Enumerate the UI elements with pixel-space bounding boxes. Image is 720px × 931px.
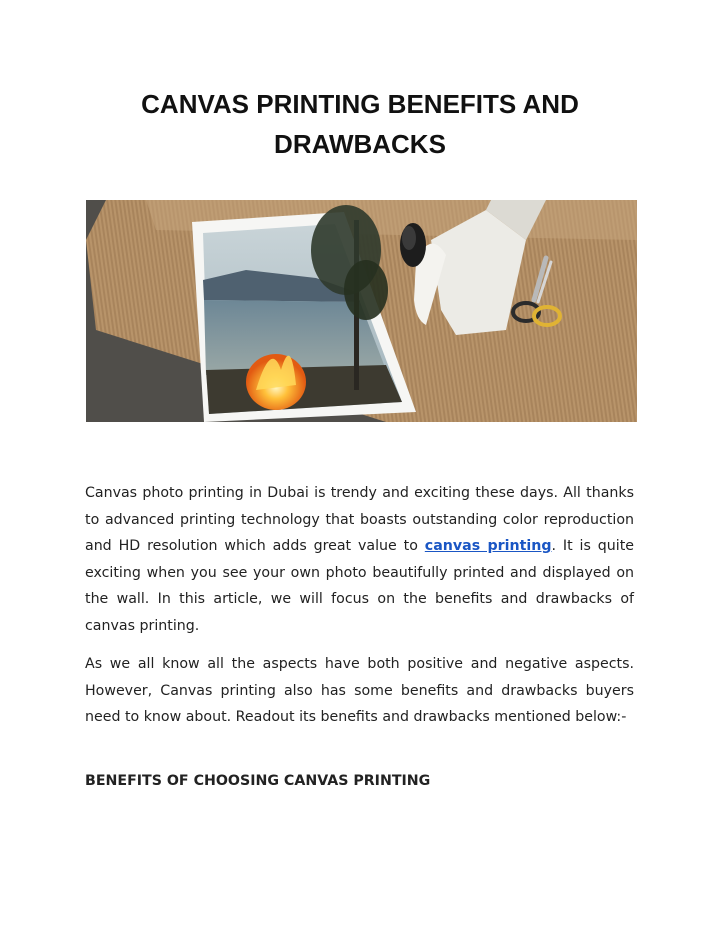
canvas-printing-link[interactable]: canvas printing — [424, 538, 552, 555]
intro-paragraph — [85, 480, 634, 640]
benefits-subheading: BENEFITS OF CHOOSING CANVAS PRINTING — [85, 773, 431, 789]
intro-text-before-link: Canvas photo printing in Dubai is trendy and exciting these days. All thanks to advanced printing technology that boasts outstanding color reproduction and HD resolution which adds great value to — [85, 485, 634, 555]
intro-text-after-link: . It is quite exciting when you see your own photo beautifully printed and displayed on the wall. In this article, we will focus on the benefits and drawbacks of canvas printing. — [85, 538, 634, 634]
aspects-paragraph: As we all know all the aspects have both positive and negative aspects. However, Canvas printing also has some benefits and drawbacks buyers need to know about. Readout its benefits and drawbacks mentioned below:- — [85, 656, 634, 726]
hero-image — [86, 200, 637, 422]
page-title: CANVAS PRINTING BENEFITS AND DRAWBACKS — [141, 89, 579, 159]
